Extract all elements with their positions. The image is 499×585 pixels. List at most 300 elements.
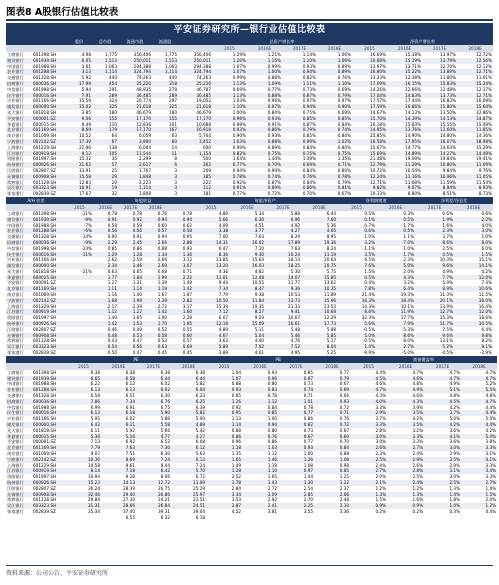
value-cell: 12.60% bbox=[422, 127, 457, 133]
group-header: PB bbox=[275, 356, 281, 362]
value-cell: 15.02 bbox=[66, 104, 92, 110]
section1-group-header bbox=[6, 38, 493, 45]
value-cell: 0.90% bbox=[232, 133, 246, 139]
year-header: 2017E bbox=[435, 363, 450, 369]
value-cell: 1,154 bbox=[178, 151, 212, 157]
ticker-cell: 000001.SZ bbox=[33, 439, 56, 445]
ticker-cell: 601818.SH bbox=[33, 427, 57, 433]
value-cell: 2.70 bbox=[303, 497, 314, 503]
value-cell: 15.24% bbox=[457, 81, 493, 87]
value-cell: 2.1% bbox=[350, 480, 387, 486]
value-cell: 2.88 bbox=[168, 240, 193, 246]
ticker-cell: 000001.SZ bbox=[32, 116, 66, 122]
value-cell: 8.9% bbox=[415, 286, 454, 292]
value-cell: 2,299 bbox=[139, 156, 151, 162]
group-header: 净利润增速 bbox=[365, 197, 387, 203]
bank-name-cell: 中国银行 bbox=[7, 381, 24, 387]
value-cell: 3.0% bbox=[350, 434, 387, 440]
value-cell: 16.58% bbox=[352, 139, 387, 145]
bank-name-cell: 南京银行 bbox=[7, 292, 24, 298]
value-cell: 9.07% bbox=[387, 185, 422, 191]
value-cell: 9.6% bbox=[415, 263, 454, 269]
value-cell: 12.72% bbox=[476, 52, 493, 57]
ticker-cell: 002839.SZ bbox=[33, 508, 56, 514]
group-header: 总资产增长率 bbox=[269, 39, 295, 44]
value-cell: 1.77 bbox=[93, 275, 118, 281]
year-header: 2017E bbox=[427, 204, 442, 210]
value-cell: 0.69% bbox=[337, 109, 352, 115]
value-cell: 3 bbox=[174, 179, 177, 185]
year-header: 2015 bbox=[351, 204, 362, 210]
value-cell: 0.50 bbox=[107, 350, 118, 356]
value-cell: 1.2% bbox=[412, 485, 424, 491]
value-cell: 18.13 bbox=[288, 257, 301, 263]
value-cell: 17,170 bbox=[118, 116, 152, 122]
value-cell: 0.77% bbox=[267, 86, 281, 92]
value-cell: 13.73 bbox=[265, 298, 301, 304]
value-cell: 4.2% bbox=[481, 268, 493, 274]
ticker-cell: 601398.SH bbox=[33, 210, 57, 216]
value-cell: 1.25 bbox=[339, 474, 350, 480]
value-cell: 1.6% bbox=[412, 497, 424, 503]
value-cell: 7.12 bbox=[193, 309, 229, 315]
value-cell: 9.41 bbox=[265, 309, 301, 315]
value-cell: 325 bbox=[92, 104, 118, 110]
value-cell: 26.84 bbox=[136, 503, 171, 509]
value-cell: 24.51 bbox=[171, 503, 206, 509]
value-cell: 0.85 bbox=[314, 468, 350, 474]
value-cell: 5.63 bbox=[195, 451, 206, 456]
value-cell: 20.75 bbox=[301, 263, 337, 269]
value-cell: 2.54 bbox=[303, 485, 314, 491]
value-cell: 16.61 bbox=[265, 321, 301, 327]
value-cell: 16.09% bbox=[476, 98, 493, 104]
value-cell: 1.42 bbox=[93, 321, 118, 327]
value-cell: 6.18 bbox=[101, 410, 136, 416]
value-cell: 7.79 bbox=[218, 292, 229, 298]
value-cell: 0.85% bbox=[302, 133, 316, 139]
value-cell: 3 bbox=[152, 174, 178, 180]
value-cell: 0.88% bbox=[247, 93, 282, 99]
value-cell: 8.14 bbox=[66, 468, 101, 474]
value-cell: 0.88% bbox=[267, 75, 281, 81]
value-cell: 0.87% bbox=[302, 121, 316, 127]
valuation-table-wrap bbox=[6, 23, 497, 521]
year-header: 2018E bbox=[472, 363, 486, 369]
value-cell: 0.99% bbox=[282, 139, 317, 145]
value-cell: 30.24 bbox=[88, 485, 100, 491]
value-cell: 0.58 bbox=[107, 222, 118, 228]
value-cell: 3.5% bbox=[387, 422, 424, 428]
value-cell: 0.79% bbox=[317, 93, 352, 99]
value-cell: 1.16 bbox=[107, 292, 118, 298]
value-cell: 138 bbox=[109, 144, 117, 150]
value-cell: 3.2% bbox=[403, 280, 415, 286]
value-cell: 0.77 bbox=[339, 369, 350, 375]
value-cell: 1.19 bbox=[143, 286, 168, 292]
value-cell: 13.9% bbox=[439, 303, 454, 309]
value-cell: 11.05% bbox=[457, 174, 493, 180]
value-cell: 17.73 bbox=[301, 321, 337, 327]
bank-name-cell: 上海银行 bbox=[7, 303, 24, 309]
value-cell: 6.91 bbox=[125, 404, 135, 410]
value-cell: 0.78% bbox=[212, 174, 247, 180]
value-cell: 324,794 bbox=[178, 69, 212, 75]
value-cell: 1,775 bbox=[165, 52, 177, 57]
value-cell: 8.69 bbox=[66, 127, 92, 133]
value-cell: 6.11 bbox=[101, 422, 136, 428]
value-cell: 16.4% bbox=[478, 303, 493, 309]
value-cell: 1.40 bbox=[107, 315, 118, 321]
value-cell: 6.39 bbox=[195, 404, 206, 410]
value-cell: 6.25 bbox=[171, 399, 206, 405]
value-cell: 1.29 bbox=[93, 252, 118, 258]
value-cell: 0.84% bbox=[302, 179, 316, 185]
value-cell: 16.68% bbox=[352, 58, 387, 64]
value-cell: 0.71 bbox=[303, 393, 314, 399]
bank-name-cell: 无锡银行 bbox=[6, 174, 32, 180]
value-cell: -4.5% bbox=[440, 350, 454, 356]
value-cell: 15.32 bbox=[79, 156, 91, 162]
ticker-cell: 601169.SH bbox=[32, 127, 66, 133]
value-cell: 16.83% bbox=[440, 98, 457, 104]
value-cell: 3.77 bbox=[229, 228, 265, 234]
value-cell: 0.9% bbox=[387, 503, 424, 509]
bank-name-cell: 华夏银行 bbox=[6, 275, 32, 281]
value-cell: 0.89% bbox=[247, 185, 282, 191]
value-cell: 0.93 bbox=[267, 369, 278, 375]
value-cell: 0.85% bbox=[317, 116, 352, 122]
value-cell: 1.42 bbox=[168, 286, 193, 292]
ticker-cell: 601009.SH bbox=[33, 451, 57, 456]
value-cell: 2.72 bbox=[267, 485, 278, 491]
value-cell: 0.85 bbox=[107, 245, 118, 251]
value-cell: 7.6% bbox=[337, 263, 376, 269]
bank-name-cell: 中信银行 bbox=[7, 404, 24, 410]
value-cell: 1.11% bbox=[282, 81, 317, 87]
value-cell: 0.67 bbox=[339, 427, 350, 433]
value-cell: 10.35 bbox=[301, 286, 337, 292]
value-cell: 15.38% bbox=[405, 52, 422, 57]
ticker-cell: 600908.SH bbox=[32, 174, 66, 180]
value-cell: 6.13 bbox=[66, 410, 101, 416]
value-cell: 5.3% bbox=[403, 326, 415, 332]
section1-body bbox=[6, 52, 493, 197]
ticker-cell: 601128.SH bbox=[33, 338, 57, 344]
value-cell: 0.71 bbox=[314, 410, 350, 416]
value-cell: 36,485 bbox=[118, 93, 152, 99]
summary-cell: 6.32 bbox=[160, 514, 170, 520]
value-cell: -0.5% bbox=[362, 338, 376, 344]
value-cell: 14.07 bbox=[265, 275, 301, 281]
value-cell: 5.85 bbox=[301, 333, 337, 339]
ticker-cell: 600015.SH bbox=[32, 434, 66, 440]
value-cell: 21.33 bbox=[288, 303, 301, 309]
value-cell: 25,220 bbox=[118, 81, 152, 87]
value-cell: 9.61 bbox=[125, 462, 135, 468]
value-cell: 1.0% bbox=[364, 234, 376, 240]
value-cell: 12.66% bbox=[405, 86, 422, 92]
value-cell: 13.73% bbox=[422, 93, 457, 99]
value-cell: 101 bbox=[169, 121, 177, 127]
value-cell: 2.7% bbox=[350, 468, 387, 474]
value-cell: 1.08 bbox=[314, 457, 350, 463]
value-cell: 6.38 bbox=[90, 369, 100, 375]
value-cell: 26.75 bbox=[158, 485, 170, 491]
ticker-cell: 600016.SH bbox=[32, 410, 66, 416]
bank-name-cell: 吴江银行 bbox=[6, 185, 32, 191]
value-cell: 21.4% bbox=[361, 292, 376, 298]
value-cell: 1.40 bbox=[132, 292, 143, 298]
value-cell: 5.2% bbox=[485, 381, 497, 387]
value-cell: 1.60 bbox=[168, 309, 193, 315]
value-cell: 2.4% bbox=[387, 480, 424, 486]
figure-title: 图表8 A股银行估值比较表 bbox=[6, 7, 119, 18]
ticker-cell: 600926.SH bbox=[32, 321, 66, 327]
value-cell: 0.67 bbox=[339, 381, 350, 387]
ticker-cell: 601988.SH bbox=[33, 222, 57, 228]
value-cell: 0.86% bbox=[282, 185, 317, 191]
group-header: 净利差/净息差 bbox=[440, 197, 468, 203]
value-cell: 14.13% bbox=[422, 116, 457, 122]
section3-body bbox=[6, 370, 497, 521]
value-cell: 10.30 bbox=[66, 457, 101, 463]
value-cell: 1.7% bbox=[403, 222, 415, 228]
group-header: 每股收益 bbox=[134, 197, 152, 203]
value-cell: 3.7% bbox=[375, 416, 387, 422]
bank-name-cell: 杭州银行 bbox=[6, 321, 32, 327]
bank-name-cell: 光大银行 bbox=[7, 109, 24, 115]
summary-cell bbox=[424, 515, 461, 521]
value-cell: 7.52 bbox=[265, 344, 301, 350]
value-cell: 3,900 bbox=[118, 139, 152, 145]
value-cell: 7.24 bbox=[136, 457, 171, 463]
ticker-cell: 601998.SH bbox=[33, 86, 57, 92]
value-cell: 2.29 bbox=[93, 240, 118, 246]
ticker-cell: 002839.SZ bbox=[33, 191, 56, 197]
value-cell: 4.5% bbox=[415, 252, 454, 258]
value-cell: 2.45 bbox=[118, 240, 143, 246]
value-cell: -9.9% bbox=[362, 350, 376, 356]
value-cell: 0.91 bbox=[93, 217, 118, 223]
value-cell: 7.24 bbox=[195, 462, 206, 468]
value-cell: 9.44 bbox=[218, 280, 229, 286]
group-header: 每股净资产 bbox=[254, 197, 276, 203]
value-cell: 1.5% bbox=[461, 492, 497, 498]
value-cell: 12.17% bbox=[476, 86, 493, 92]
value-cell: 4.7% bbox=[424, 376, 461, 382]
value-cell: 13.23% bbox=[370, 75, 387, 81]
value-cell: 3.34 bbox=[206, 492, 242, 498]
group-header: 净资产增长率 bbox=[409, 39, 436, 44]
value-cell: 0.55 bbox=[182, 326, 193, 332]
value-cell: 1,808 bbox=[139, 191, 151, 197]
value-cell: 8.27 bbox=[229, 309, 265, 315]
bank-name-cell: 中信银行 bbox=[7, 86, 24, 92]
ticker-cell: 601009.SH bbox=[33, 133, 57, 139]
value-cell: 5.00 bbox=[195, 416, 206, 422]
value-cell: 9.49 bbox=[81, 121, 91, 127]
summary-cell bbox=[461, 515, 497, 521]
value-cell: 1.19 bbox=[267, 462, 278, 468]
section2-body bbox=[6, 211, 493, 356]
value-cell: 2,223 bbox=[139, 179, 151, 185]
value-cell: 7.18 bbox=[101, 468, 136, 474]
ticker-cell: 002839.SZ bbox=[33, 350, 56, 356]
value-cell: 3.17 bbox=[182, 303, 193, 309]
value-cell: 3.8% bbox=[485, 439, 497, 445]
value-cell: 6.5% bbox=[364, 257, 376, 263]
value-cell: 1.13% bbox=[212, 93, 247, 99]
value-cell: 9.76% bbox=[478, 167, 493, 173]
value-cell: 6.38 bbox=[195, 369, 206, 375]
bank-name-cell: 杭州银行 bbox=[6, 480, 32, 486]
value-cell: 0.80% bbox=[337, 144, 352, 150]
group-header: A/H 价差 bbox=[27, 197, 45, 203]
value-cell: 13.1% bbox=[439, 338, 454, 344]
year-header: 2016E bbox=[388, 204, 403, 210]
value-cell: 3.3% bbox=[387, 434, 424, 440]
value-cell: 16.03 bbox=[229, 263, 265, 269]
value-cell: 0.85 bbox=[231, 393, 242, 399]
value-cell: 0.78 bbox=[267, 393, 278, 399]
year-header: 2015 bbox=[205, 204, 217, 210]
summary-cell bbox=[242, 515, 278, 521]
value-cell: 0.94 bbox=[157, 234, 168, 240]
value-cell: 7.34 bbox=[101, 399, 136, 405]
value-cell: 12.48% bbox=[440, 86, 457, 92]
value-cell: 9.29 bbox=[254, 315, 265, 321]
value-cell: 19.09% bbox=[405, 156, 422, 162]
year-header: 2015 bbox=[78, 363, 89, 369]
value-cell: 0.88 bbox=[157, 245, 168, 251]
value-cell: 1.3% bbox=[449, 485, 461, 491]
value-cell: 13.85 bbox=[216, 257, 229, 263]
bank-name-cell: 江苏银行 bbox=[6, 309, 32, 315]
value-cell: 63 bbox=[171, 133, 177, 139]
value-cell: 1.64% bbox=[232, 156, 246, 162]
value-cell: 1.27 bbox=[118, 309, 143, 315]
value-cell: 9.12 bbox=[66, 151, 92, 157]
value-cell: 6 bbox=[152, 162, 178, 168]
value-cell: 3.07 bbox=[168, 263, 193, 269]
value-cell: 1,114 bbox=[118, 185, 152, 191]
value-cell: 4.61 bbox=[254, 350, 265, 356]
value-cell: 2.5% bbox=[424, 480, 461, 486]
value-cell: 0.91 bbox=[132, 234, 143, 240]
value-cell: 356,406 bbox=[193, 52, 211, 57]
value-cell: 3.89 bbox=[218, 350, 229, 356]
value-cell: 0.75% bbox=[302, 109, 316, 115]
value-cell: 1.06% bbox=[317, 58, 352, 64]
value-cell: 2.37 bbox=[339, 485, 350, 491]
value-cell: 5.34 bbox=[254, 210, 265, 216]
value-cell: 11,544 bbox=[118, 151, 152, 157]
bank-name-cell: 无锡银行 bbox=[6, 492, 32, 498]
value-cell: 5.86 bbox=[160, 416, 170, 422]
bank-name-cell: 招商银行 bbox=[6, 240, 32, 246]
value-cell: 5.16 bbox=[101, 434, 136, 440]
value-cell: 14.13% bbox=[405, 109, 422, 115]
value-cell: 1.8% bbox=[449, 497, 461, 503]
bank-name-cell: 工商银行 bbox=[7, 52, 24, 57]
value-cell: 19.84% bbox=[440, 156, 457, 162]
value-cell: 32.46 bbox=[66, 492, 101, 498]
value-cell: 6.96 bbox=[265, 217, 301, 223]
value-cell: 1.06% bbox=[337, 52, 352, 57]
value-cell: 1.35% bbox=[337, 156, 352, 162]
value-cell: 12.56% bbox=[457, 58, 493, 64]
value-cell: 7.91 bbox=[66, 93, 92, 99]
value-cell: 15.58 bbox=[66, 174, 92, 180]
value-cell: 0.88 bbox=[339, 451, 350, 456]
banner: 平安证券研究所—银行业估值比较表 bbox=[6, 23, 493, 38]
value-cell: 46,787 bbox=[196, 86, 211, 92]
value-cell: 4.5% bbox=[350, 376, 387, 382]
value-cell: 1.84 bbox=[118, 275, 143, 281]
value-cell: 11 bbox=[152, 151, 178, 157]
value-cell: 1.03% bbox=[212, 139, 247, 145]
value-cell: 0.63 bbox=[107, 268, 118, 274]
value-cell: 0.99% bbox=[267, 63, 281, 69]
value-cell: 8.95 bbox=[326, 234, 337, 240]
value-cell: 11.16% bbox=[387, 174, 422, 180]
section1-table bbox=[6, 38, 493, 197]
value-cell: 0.87% bbox=[267, 179, 281, 185]
value-cell: 0.96 bbox=[231, 439, 242, 445]
value-cell: 0.84% bbox=[302, 167, 316, 173]
value-cell: 11.09 bbox=[171, 480, 206, 486]
value-cell: 2.34 bbox=[93, 263, 118, 269]
value-cell: 7.63 bbox=[254, 234, 265, 240]
ticker-cell: 601009.SH bbox=[33, 292, 57, 298]
value-cell: 14.13 bbox=[101, 480, 136, 486]
value-cell: 0.82% bbox=[302, 75, 316, 81]
value-cell: 4.80 bbox=[218, 210, 229, 216]
value-cell: 179 bbox=[92, 127, 118, 133]
value-cell: 1.2% bbox=[375, 485, 387, 491]
value-cell: 4.0% bbox=[481, 222, 493, 228]
value-cell: 1.36 bbox=[168, 252, 193, 258]
value-cell: 3.38 bbox=[193, 228, 229, 234]
value-cell: 12.12% bbox=[476, 63, 493, 69]
value-cell: 5.11 bbox=[254, 326, 265, 332]
value-cell: 1.28 bbox=[118, 252, 143, 258]
bank-name-cell: 招商银行 bbox=[6, 81, 32, 87]
value-cell: 8.80% bbox=[407, 191, 422, 197]
value-cell: 1.42 bbox=[143, 309, 168, 315]
value-cell: 12.71% bbox=[457, 93, 493, 99]
value-cell: 3.2% bbox=[337, 240, 376, 246]
summary-cell: 6.55 bbox=[125, 514, 135, 520]
year-header: 2015 bbox=[363, 363, 374, 369]
value-cell: 24.21 bbox=[158, 497, 170, 503]
ticker-cell: 601288.SH bbox=[32, 69, 66, 75]
bank-name-cell: 光大银行 bbox=[7, 427, 24, 433]
value-cell: 5.58 bbox=[136, 422, 171, 428]
value-cell: 5.82 bbox=[171, 410, 206, 416]
value-cell: 10.54% bbox=[405, 167, 422, 173]
value-cell: 0.57 bbox=[143, 228, 168, 234]
value-cell: 0.82 bbox=[278, 422, 314, 428]
value-cell: 10,688 bbox=[196, 121, 211, 127]
value-cell: 2.4% bbox=[375, 462, 387, 468]
value-cell: 0.49 bbox=[132, 326, 143, 332]
value-cell: 0.98% bbox=[232, 121, 246, 127]
value-cell: 2.0% bbox=[403, 268, 415, 274]
bank-name-cell: 平安银行 bbox=[6, 116, 32, 122]
value-cell: 3.81 bbox=[267, 508, 278, 514]
